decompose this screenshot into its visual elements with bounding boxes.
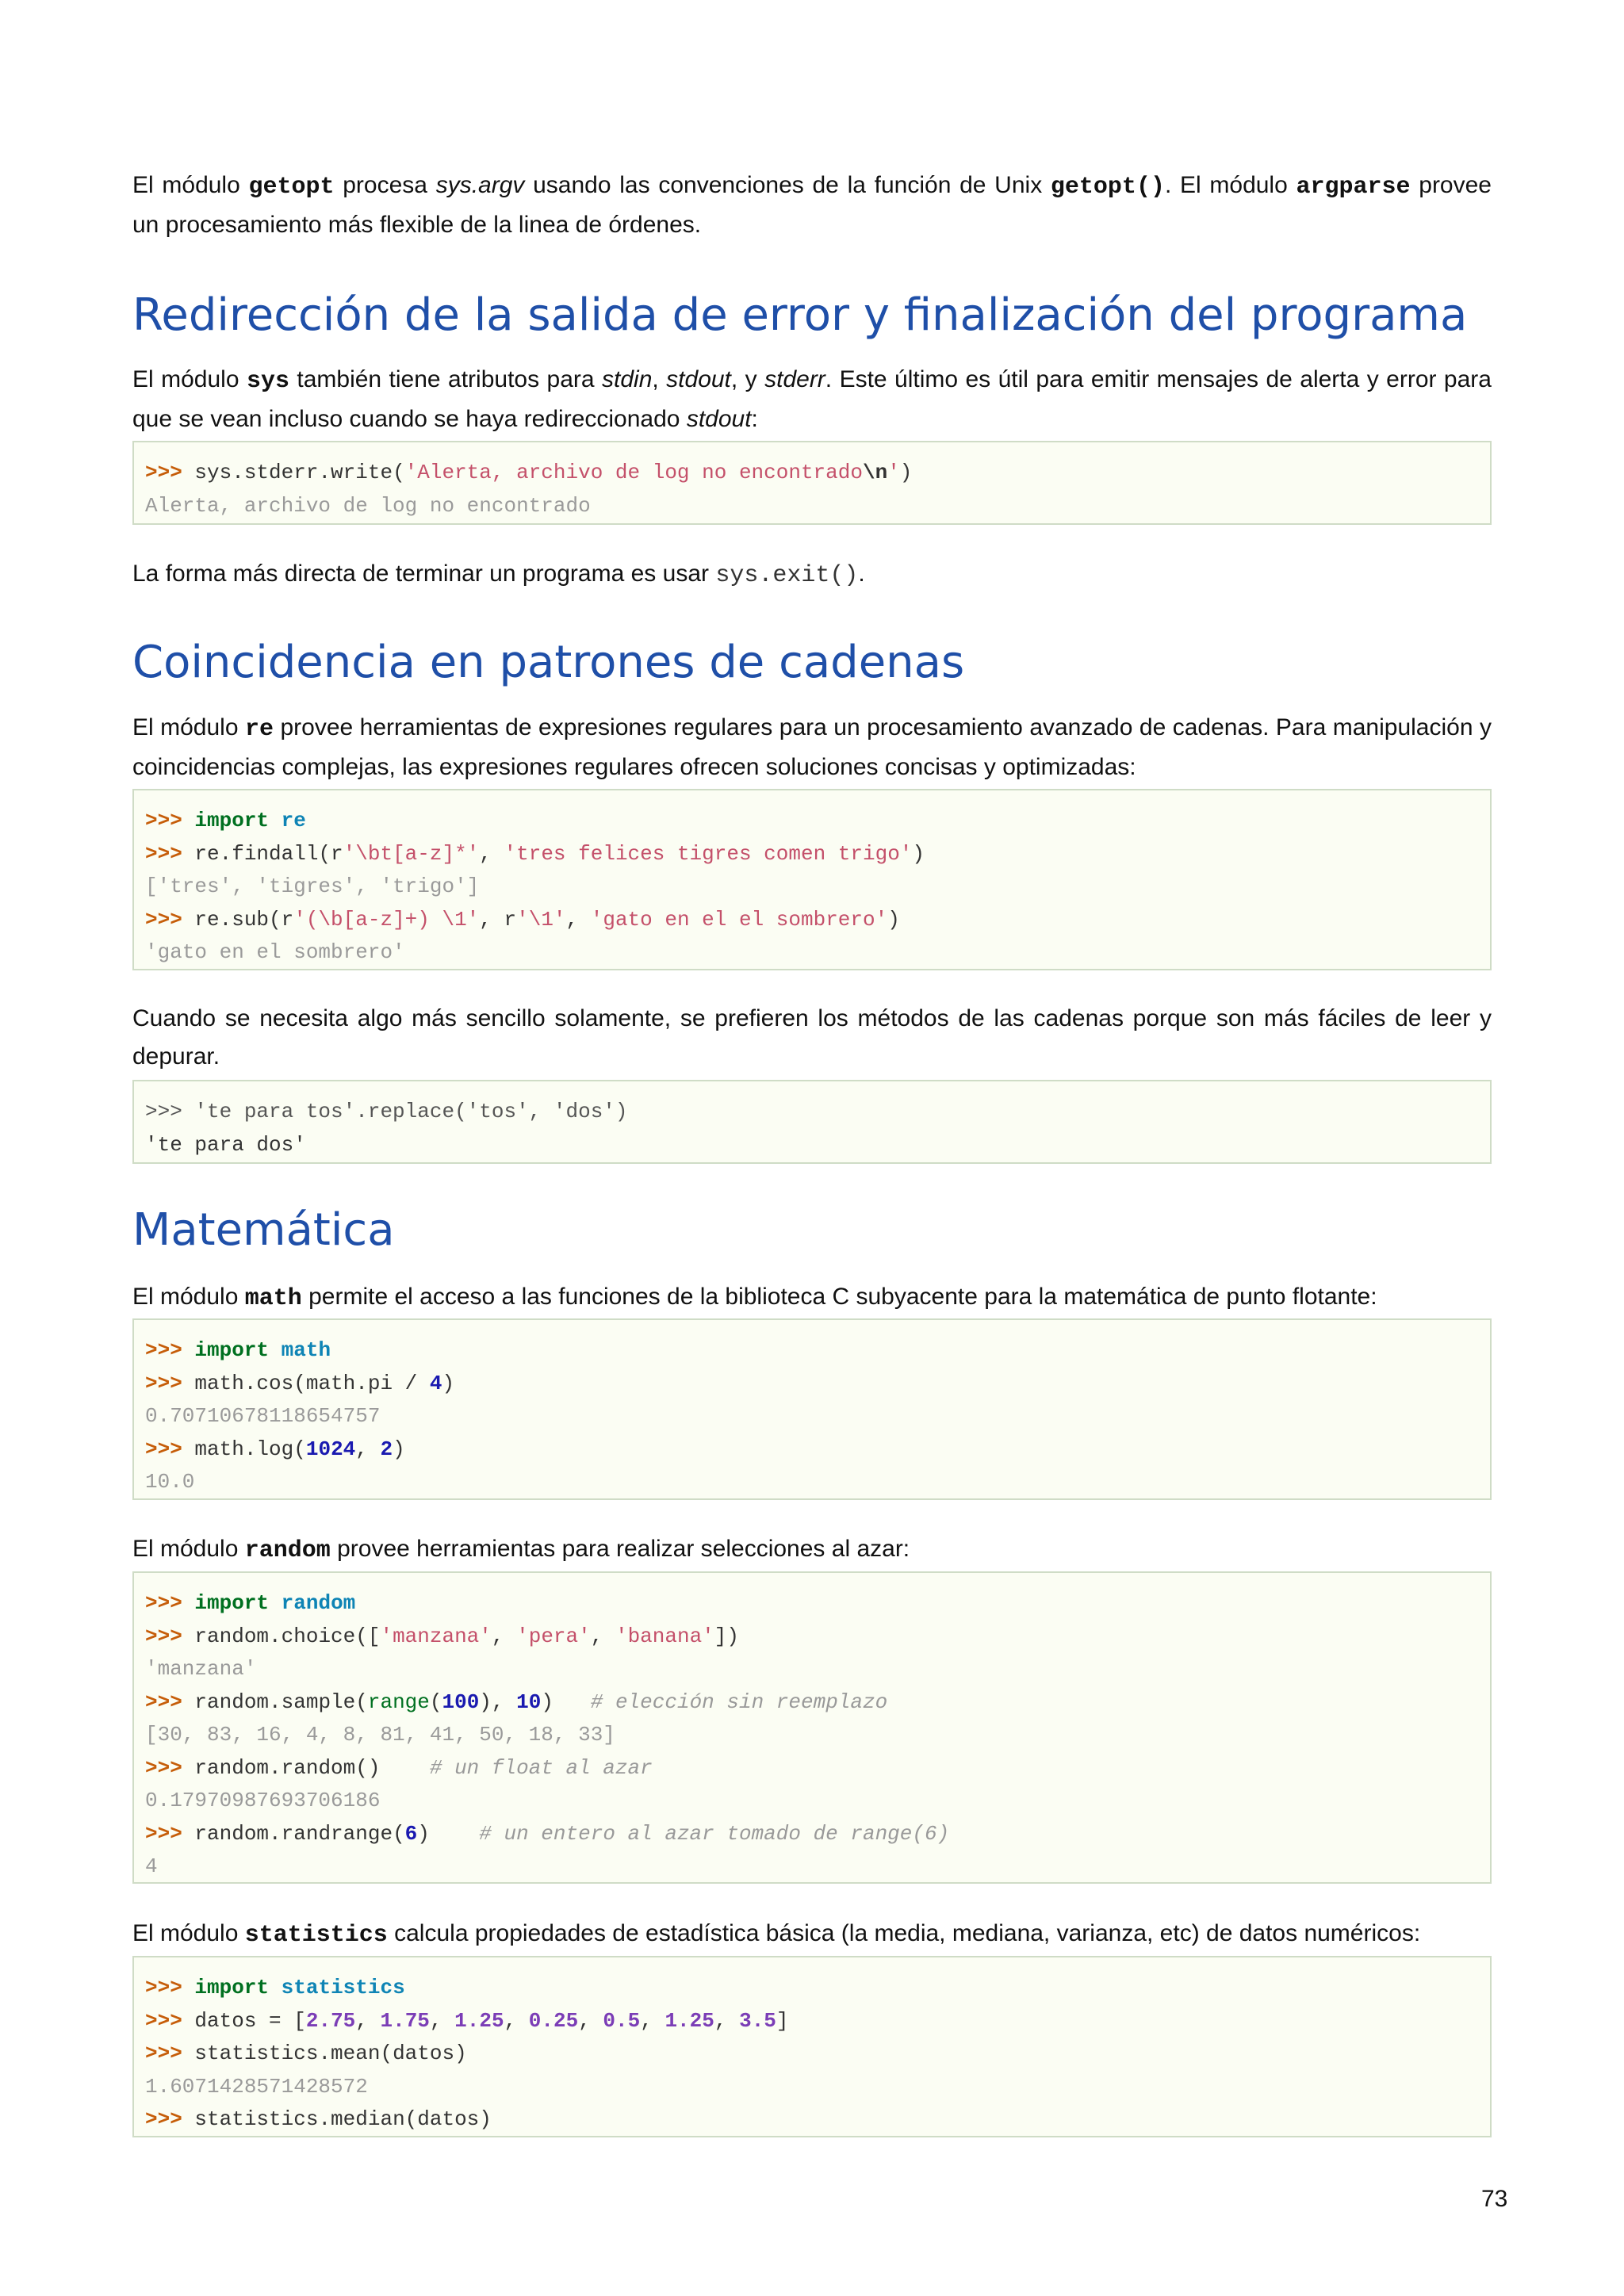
- code-output-line: 10.0: [145, 1470, 195, 1494]
- sec2-strings-paragraph: Cuando se necesita algo más sencillo solamente, se prefieren los métodos de las cadenas porque son más fáciles de leer y depurar.: [132, 1005, 1492, 1070]
- code-output-line: 0.17970987693706186: [145, 1789, 381, 1812]
- code-line: >>> random.random() # un float al azar: [145, 1755, 653, 1780]
- code-line: >>> re.findall(r'\bt[a-z]*', 'tres felices tigres comen trigo'): [145, 841, 925, 866]
- section-title-redireccion: Redirección de la salida de error y finalización del programa: [132, 289, 1468, 341]
- sec1-paragraph: El módulo sys también tiene atributos para stdin, stdout, y stderr. Este último es útil para emitir mensajes de alerta y error para que se vean incluso cuando se haya redireccionado stdout:: [132, 366, 1492, 432]
- intro-paragraph: El módulo getopt procesa sys.argv usando las convenciones de la función de Unix getopt(). El módulo argparse provee un procesamiento más flexible de la linea de órdenes.: [132, 172, 1492, 238]
- code-output-line: ['tres', 'tigres', 'trigo']: [145, 874, 480, 898]
- code-line: >>> import re: [145, 809, 306, 832]
- code-sys-exit: sys.exit(): [715, 562, 859, 589]
- sec2-paragraph: El módulo re provee herramientas de expresiones regulares para un procesamiento avanzado de cadenas. Para manipulación y coincidencias complejas, las expresiones regulares ofrecen soluciones concisas y optimizadas:: [132, 714, 1492, 780]
- code-sys: sys: [246, 368, 289, 395]
- code-output-line: 'manzana': [145, 1657, 257, 1681]
- code-output-line: Alerta, archivo de log no encontrado: [145, 493, 591, 518]
- code-line: >>> import math: [145, 1338, 331, 1362]
- sec3-statistics-paragraph: El módulo statistics calcula propiedades de estadística básica (la media, mediana, varianza, etc) de datos numéricos:: [132, 1920, 1421, 1949]
- section-title-patrones: Coincidencia en patrones de cadenas: [132, 637, 965, 688]
- sec3-math-paragraph: El módulo math permite el acceso a las funciones de la biblioteca C subyacente para la matemática de punto flotante:: [132, 1284, 1377, 1312]
- section-title-matematica: Matemática: [132, 1204, 395, 1256]
- code-output-line: 4: [145, 1854, 158, 1878]
- sec3-random-paragraph: El módulo random provee herramientas para realizar selecciones al azar:: [132, 1536, 910, 1564]
- code-statistics: statistics: [244, 1922, 388, 1949]
- code-line: >>> statistics.mean(datos): [145, 2042, 467, 2065]
- code-line: >>> sys.stderr.write('Alerta, archivo de log no encontrado\n'): [145, 461, 913, 484]
- code-line: >>> random.randrange(6) # un entero al azar tomado de range(6): [145, 1821, 950, 1846]
- code-random: random: [244, 1537, 331, 1564]
- code-output-line: 'gato en el sombrero': [145, 940, 405, 964]
- code-output-line: 'te para dos': [145, 1132, 306, 1157]
- code-block-stderr: [132, 441, 1492, 525]
- sec1-exit-paragraph: La forma más directa de terminar un programa es usar sys.exit().: [132, 561, 865, 589]
- code-line: >>> math.log(1024, 2): [145, 1437, 405, 1461]
- code-getopt: getopt: [248, 174, 335, 201]
- code-line: >>> random.choice(['manzana', 'pera', 'banana']): [145, 1624, 740, 1648]
- code-getopt-func: getopt(): [1050, 174, 1165, 201]
- code-re: re: [244, 716, 274, 743]
- code-argparse: argparse: [1296, 174, 1411, 201]
- code-line: >>> import random: [145, 1591, 356, 1615]
- code-line: >>> import statistics: [145, 1976, 405, 1999]
- code-line: >>> random.sample(range(100), 10) # elección sin reemplazo: [145, 1689, 888, 1714]
- code-line: >>> re.sub(r'(\b[a-z]+) \1', r'\1', 'gato en el el sombrero'): [145, 907, 900, 932]
- code-line: >>> datos = [2.75, 1.75, 1.25, 0.25, 0.5, 1.25, 3.5]: [145, 2008, 789, 2033]
- code-block-replace: [132, 1080, 1492, 1164]
- page-number: 73: [1481, 2186, 1508, 2212]
- code-output-line: 0.70710678118654757: [145, 1404, 381, 1428]
- code-block-random: [132, 1571, 1492, 1884]
- code-block-math: [132, 1318, 1492, 1500]
- code-math: math: [244, 1285, 302, 1312]
- code-line: >>> math.cos(math.pi / 4): [145, 1371, 455, 1395]
- code-output-line: 1.6071428571428572: [145, 2074, 368, 2099]
- code-line: >>> 'te para tos'.replace('tos', 'dos'): [145, 1100, 628, 1123]
- code-output-line: [30, 83, 16, 4, 8, 81, 41, 50, 18, 33]: [145, 1723, 615, 1747]
- code-block-statistics: [132, 1956, 1492, 2137]
- code-block-re: [132, 789, 1492, 970]
- code-line: >>> statistics.median(datos): [145, 2107, 492, 2131]
